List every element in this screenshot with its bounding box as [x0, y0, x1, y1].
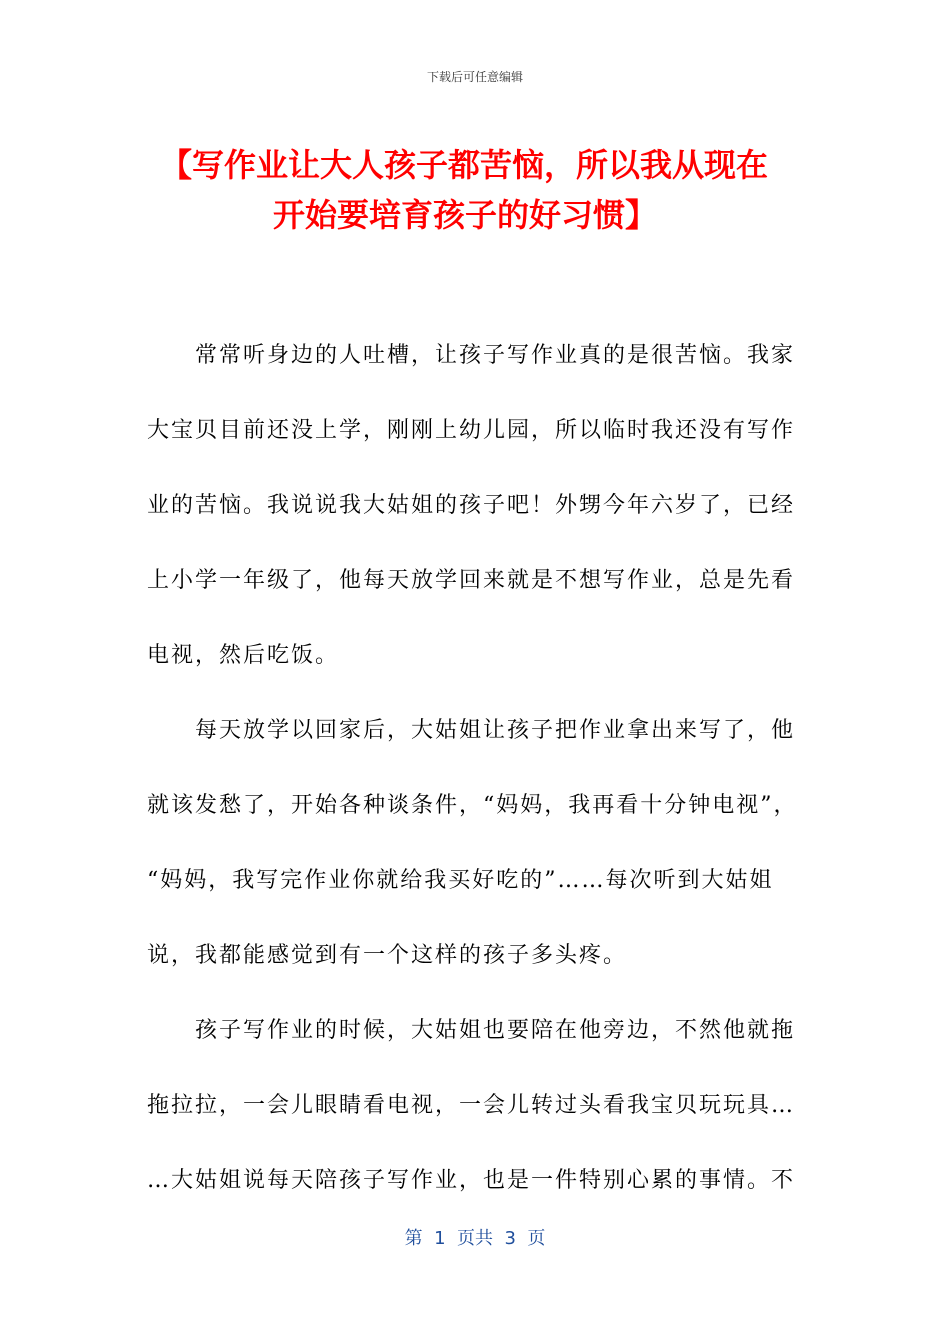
body-line: 就该发愁了，开始各种谈条件，“妈妈，我再看十分钟电视”，	[147, 793, 798, 818]
body-line: 电视，然后吃饭。	[147, 643, 340, 668]
body-line: 孩子写作业的时候，大姑姐也要陪在他旁边，不然他就拖	[195, 1018, 796, 1043]
body-line: 拖拉拉，一会儿眼睛看电视，一会儿转过头看我宝贝玩玩具…	[147, 1093, 796, 1118]
body-line: 每天放学以回家后，大姑姐让孩子把作业拿出来写了，他	[195, 718, 796, 743]
page-number-footer: 第 1 页共 3 页	[404, 1228, 546, 1249]
body-text	[147, 318, 807, 1218]
body-line: …大姑姐说每天陪孩子写作业，也是一件特别心累的事情。不	[147, 1168, 796, 1193]
body-line: 业的苦恼。我说说我大姑姐的孩子吧！外甥今年六岁了，已经	[147, 493, 796, 518]
document-title	[160, 140, 800, 240]
body-line: 说，我都能感觉到有一个这样的孩子多头疼。	[147, 943, 628, 968]
body-line: 大宝贝目前还没上学，刚刚上幼儿园，所以临时我还没有写作	[147, 418, 796, 443]
body-line: 常常听身边的人吐槽，让孩子写作业真的是很苦恼。我家	[195, 343, 796, 368]
header-note: 下载后可任意编辑	[426, 70, 523, 84]
body-line: 上小学一年级了，他每天放学回来就是不想写作业，总是先看	[147, 568, 796, 593]
body-line: “妈妈，我写完作业你就给我买好吃的”……每次听到大姑姐	[147, 868, 774, 893]
title-line-2: 开始要培育孩子的好习惯】	[273, 196, 658, 234]
title-line-1: 【写作业让大人孩子都苦恼，所以我从现在	[160, 146, 769, 184]
